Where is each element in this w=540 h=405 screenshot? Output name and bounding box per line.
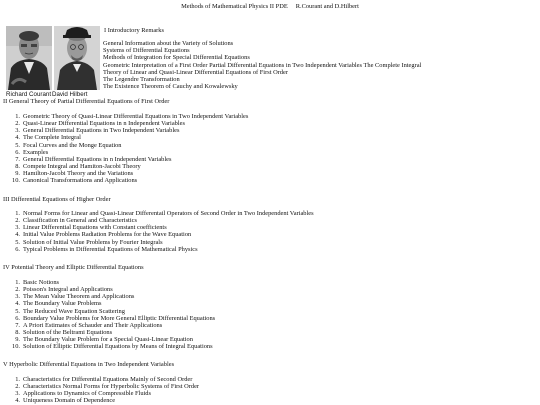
section-link[interactable]: 6. Examples	[15, 148, 49, 156]
section-link[interactable]: 8. Compete Integral and Hamiton-Jacobi Theory	[15, 162, 141, 170]
section-link[interactable]: 6. Boundary Value Problems for More General Elliptic Differential Equations	[15, 314, 216, 322]
section-link[interactable]: 2. Poisson's Integral and Applications	[15, 286, 113, 294]
section-link[interactable]: 7. General Differential Equations in n Independent Variables	[15, 155, 172, 163]
section-link[interactable]: 9. The Boundary Value Problem for a Special Quasi-Linear Equation	[15, 336, 193, 344]
hilbert-caption: David Hilbert	[52, 91, 88, 98]
section-link[interactable]: 3. General Differential Equations in Two Independent Variables	[15, 127, 180, 135]
section-link[interactable]: Methods of Integration for Special Differential Equations	[103, 54, 250, 62]
section-link[interactable]: 1. Geometric Theory of Quasi-Linear Differential Equations in Two Independent Variables	[15, 113, 249, 120]
chapter-3-sections	[3, 210, 314, 253]
section-link[interactable]: 2. Quasi-Linear Differential Equations in n Independent Variables	[15, 120, 185, 128]
section-link[interactable]: 1. Characteristics for Differential Equations Mainly of Second Order	[15, 376, 193, 383]
section-link[interactable]: 10. Solution of Elliptic Differential Equations by Means of Integral Equations	[12, 343, 213, 351]
section-link[interactable]: The Legendre Transformation	[103, 75, 180, 83]
header-title: Methods of Mathematical Physics II PDE	[181, 3, 288, 10]
hilbert-photo	[54, 26, 100, 90]
section-link[interactable]: 1. Basic Notions	[15, 279, 60, 286]
section-link[interactable]: 4. Uniqueness Domain of Dependence	[15, 397, 116, 405]
section-link[interactable]: 2. Classification in General and Characteristics	[15, 217, 137, 225]
chapter-5-title: V Hyperbolic Differential Equations in Two Independent Variables	[3, 361, 175, 368]
chapter-4-title: IV Potential Theory and Elliptic Differential Equations	[3, 264, 144, 271]
chapter-5-sections	[3, 376, 199, 405]
hilbert-portrait-image	[54, 26, 100, 90]
chapter-1-title: I Introductory Remarks	[104, 27, 164, 34]
courant-caption: Richard Courant	[6, 91, 52, 98]
chapter-1-sections	[103, 40, 421, 90]
chapter-3-title: III Differential Equations of Higher Order	[3, 196, 111, 203]
section-link[interactable]: 6. Typical Problems in Differential Equations of Mathematical Physics	[15, 245, 198, 253]
section-link[interactable]: 5. Focal Curves and the Monge Equation	[15, 141, 122, 149]
courant-photo	[6, 26, 52, 90]
header-authors: R.Courant and D.Hilbert	[295, 3, 359, 10]
section-link[interactable]: 8. Solution of the Beltrami Equations	[15, 328, 113, 336]
section-link[interactable]: The Existence Theorem of Cauchy and Kowalewsky	[103, 83, 238, 91]
section-link[interactable]: 3. Linear Differential Equations with Constant coefficients	[15, 224, 167, 232]
section-link[interactable]: 4. The Complete Integral	[15, 134, 81, 142]
section-link[interactable]: 5. The Reduced Wave Equation Scattering	[15, 307, 125, 315]
section-link[interactable]: Systems of Differential Equations	[103, 47, 190, 55]
section-link[interactable]: 5. Solution of Initial Value Problems by Fourier Integrals	[15, 238, 163, 246]
chapter-2-sections	[3, 113, 248, 184]
section-link[interactable]: 4. The Boundary Value Problems	[15, 300, 102, 308]
section-link[interactable]: Theory of Linear and Quasi-Linear Differential Equations of First Order	[103, 68, 288, 76]
section-link[interactable]: Geometric Interpretation of a First Order Partial Differential Equations in Two Independent Variables The Complete Integral	[103, 61, 422, 69]
chapter-4-sections	[3, 279, 215, 350]
section-link[interactable]: 3. The Mean Value Theorem and Applications	[15, 293, 135, 301]
section-link[interactable]: 10. Canonical Transformations and Applications	[12, 177, 138, 185]
section-link[interactable]: 7. A Priori Estimates of Schauder and Their Applications	[15, 321, 163, 329]
section-link[interactable]: 3. Applications to Dynamics of Compressible Fluids	[15, 390, 151, 398]
section-link[interactable]: 1. Normal Forms for Linear and Quasi-Linear Differentail Operators of Second Order in Two Independent Variables	[15, 210, 314, 217]
section-link[interactable]: 9. Hamilton-Jacobi Theory and the Variations	[15, 170, 134, 178]
section-link[interactable]: 4. Initial Value Problems Radiation Problems for the Wave Equation	[15, 231, 192, 239]
author-photos	[4, 26, 100, 102]
page-header	[0, 3, 540, 10]
chapter-2-title: II General Theory of Partial Differential Equations of First Order	[3, 98, 170, 105]
courant-portrait-image	[6, 26, 52, 90]
section-link[interactable]: General Information about the Variety of Solutions	[103, 40, 234, 47]
section-link[interactable]: 2. Characteristics Normal Forms for Hyperbolic Systems of First Order	[15, 383, 200, 391]
